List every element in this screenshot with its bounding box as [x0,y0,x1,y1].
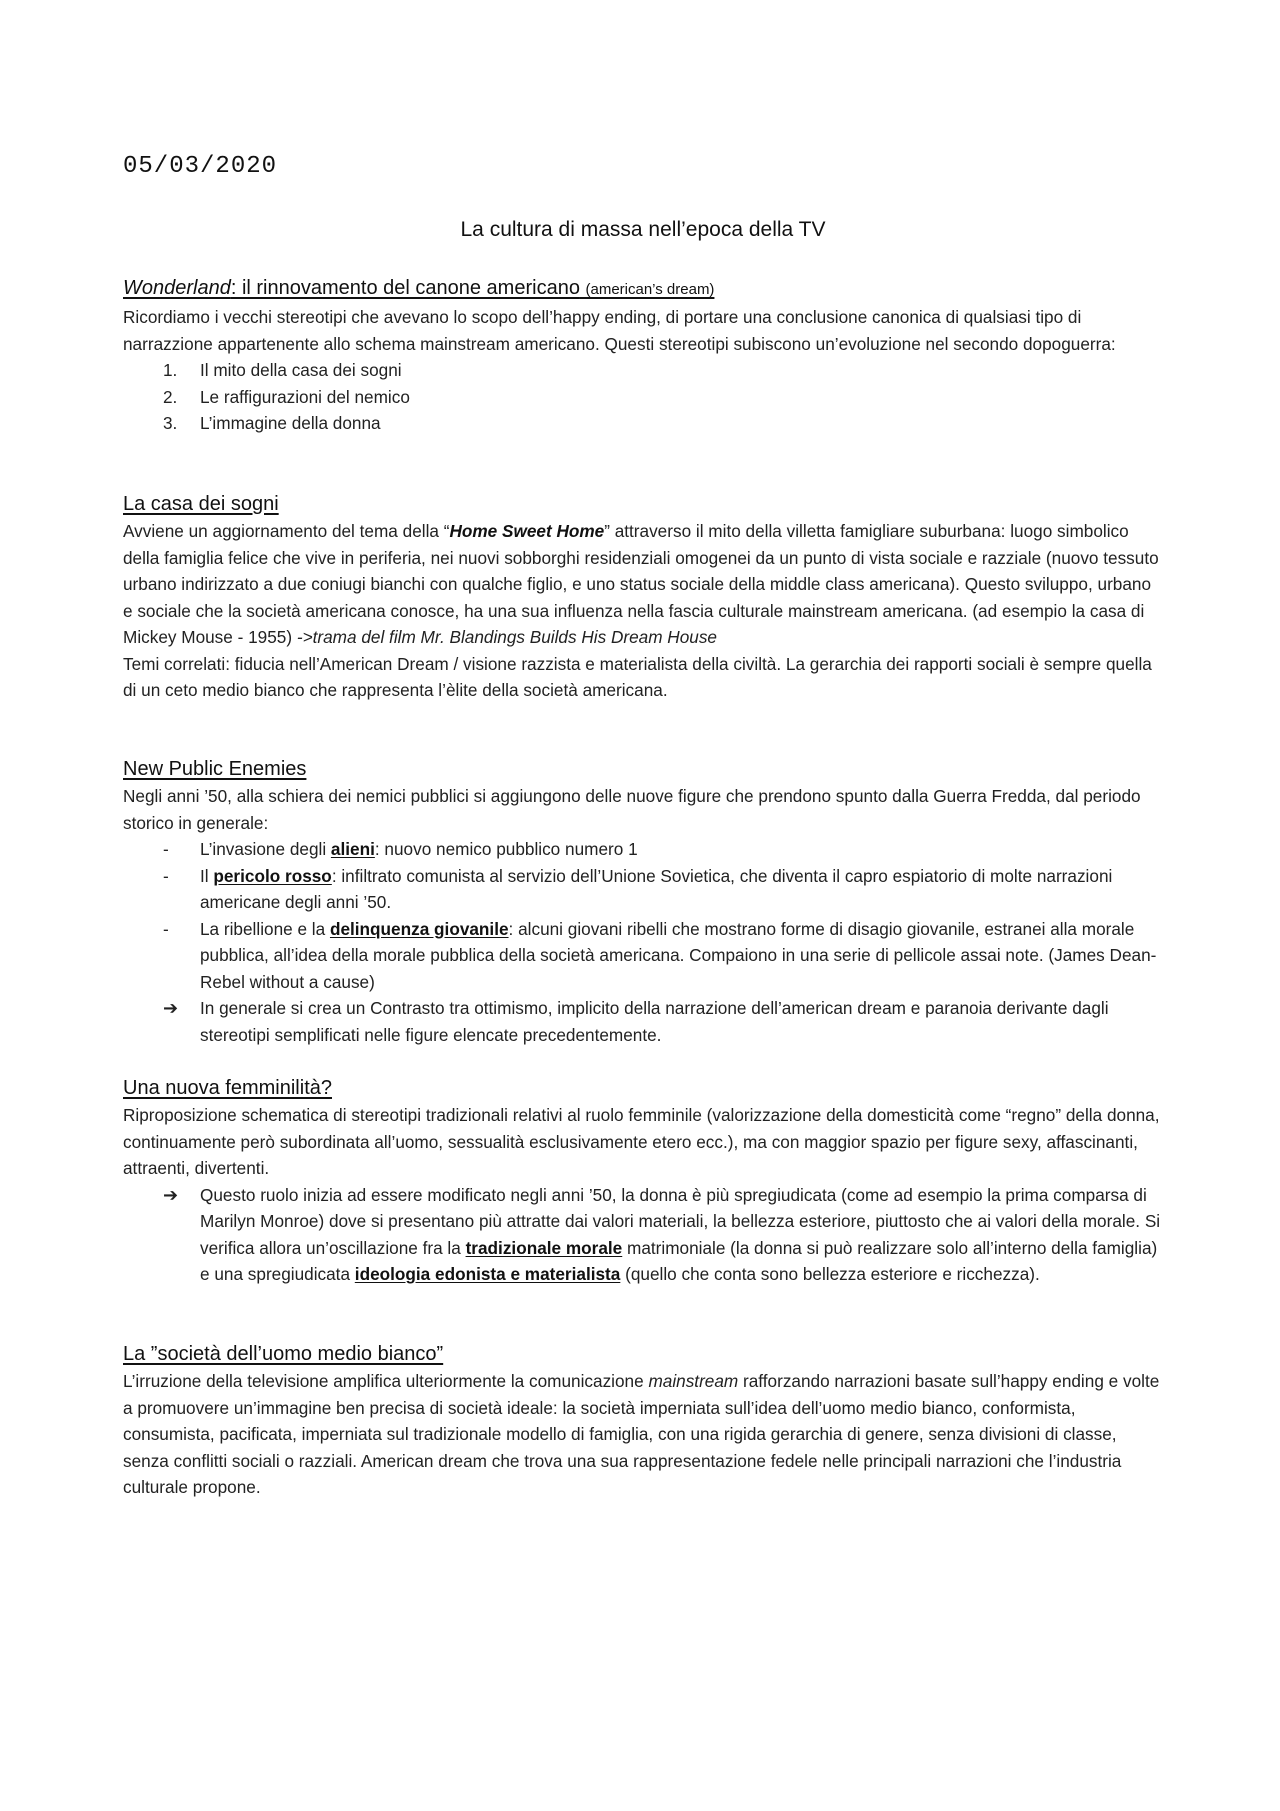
text-run: (quello che conta sono bellezza esteriore e ricchezza). [620,1264,1040,1284]
paragraph: Negli anni ’50, alla schiera dei nemici pubblici si aggiungono delle nuove figure che prendono spunto dalla Guerra Fredda, dal periodo storico in generale: [123,786,1141,833]
arrow-icon: ➔ [163,998,179,1018]
list-number: 1. [163,360,178,380]
highlight-text: delinquenza giovanile [329,918,509,939]
text-run: : infiltrato comunista al servizio dell’Unione Sovietica, che diventa il capro espiatorio di molte narrazioni americane degli anni ’50. [200,865,1113,912]
list-item [123,384,1163,411]
section-heading: La ”società dell’uomo medio bianco” [123,1343,444,1365]
list-item [123,1182,1163,1288]
italic-text: mainstream [648,1371,739,1391]
heading-emphasis: Wonderland [123,277,231,299]
heading-text: : il rinnovamento del canone americano [230,277,580,299]
numbered-list [123,357,1163,437]
text-run: L’invasione degli [200,839,331,859]
highlight-text: tradizionale morale [465,1237,623,1258]
text-run: ” attraverso il mito della villetta famigliare suburbana: luogo simbolico della famiglia felice che vive in periferia, nei nuovi sobborghi residenziali omogenei da un punto di vista sociale e razziale (nuovo tessuto urbano indirizzato a due coniugi bianchi con qualche figlio, e uno status sociale della middle class americana). Questo sviluppo, urbano e sociale che la società americana conosce, ha una sua influenza nella fascia culturale mainstream americana. (ad esempio la casa di Mickey Mouse - 1955) [123,521,1159,647]
section-heading: Una nuova femminilità? [123,1077,332,1099]
paragraph: Temi correlati: fiducia nell’American Dream / visione razzista e materialista della civiltà. La gerarchia dei rapporti sociali è sempre quella di un ceto medio bianco che rappresenta l’èlite della società americana. [123,653,1152,700]
list-item-text: Le raffigurazioni del nemico [200,386,410,407]
section-wonderland [123,274,1163,437]
text-run: rafforzando narrazioni basate sull’happy ending e volte a promuovere un’immagine ben precisa di società ideale: la società imperniata sull’idea dell’uomo medio bianco, conformista, consumista, pacificata, imperniata sul tradizionale modello di famiglia, con una rigida gerarchia di genere, senza divisioni di classe, senza conflitti sociali o razziali. American dream che trova una sua rappresentazione fedele nelle principali narrazioni che l’industria culturale propone. [123,1371,1160,1497]
section-heading: New Public Enemies [123,758,307,780]
section-nuova-femminilita [123,1074,1163,1288]
dash-marker: - [163,865,169,886]
dash-marker: - [163,918,169,939]
list-item [123,836,1163,863]
text-run: Avviene un aggiornamento del tema della “ [123,521,450,541]
text-run: matrimoniale (la donna si può realizzare solo all’interno della famiglia) e una spregiudicata [200,1237,1158,1284]
dash-marker: - [163,839,169,859]
list-item-text: L’immagine della donna [200,413,381,433]
bullet-list [123,1182,1163,1288]
paragraph [123,1368,1163,1501]
list-item-text: In generale si crea un Contrasto tra ottimismo, implicito della narrazione dell’american dream e paranoia derivante dagli stereotipi semplificati nelle figure elencate precedentemente. [200,998,1109,1045]
highlight-text: alieni [330,839,375,859]
text-run: : nuovo nemico pubblico numero 1 [374,839,638,859]
text-run: Il [200,865,214,886]
arrow-icon: ➔ [163,1184,179,1205]
section-new-public-enemies [123,755,1163,1048]
section-casa-dei-sogni [123,490,1163,704]
date: 05/03/2020 [123,153,278,180]
page-title: La cultura di massa nell’epoca della TV [460,218,826,241]
list-item [123,995,1163,1048]
italic-text: ->trama del film Mr. Blandings Builds His Dream House [296,627,717,647]
text-run: L’irruzione della televisione amplifica ulteriormente la comunicazione [123,1371,649,1391]
section-societa-uomo-medio [123,1340,1163,1501]
list-number: 3. [163,413,178,433]
paragraph [123,518,1163,651]
text-run: La ribellione e la [200,918,330,939]
list-number: 2. [163,386,178,407]
list-item [123,916,1163,996]
list-item-text: Il mito della casa dei sogni [200,360,402,380]
highlight-text: ideologia edonista e materialista [354,1264,621,1284]
section-heading: La casa dei sogni [123,493,279,515]
list-item [123,357,1163,384]
bullet-list [123,836,1163,1048]
highlight-text: pericolo rosso [213,865,332,886]
text-run: Questo ruolo inizia ad essere modificato negli anni ’50, la donna è più spregiudicata (come ad esempio la prima comparsa di Marilyn Monroe) dove si presentano più attratte dai valori materiali, la bellezza esteriore, piuttosto che ai valori della morale. Si verifica allora un’oscillazione fra la [200,1184,1161,1258]
paragraph: Riproposizione schematica di stereotipi tradizionali relativi al ruolo femminile (valorizzazione della domesticità come “regno” della donna, continuamente però subordinata all’uomo, sessualità esclusivamente etero ecc.), ma con maggior spazio per figure sexy, affascinanti, attraenti, divertenti. [123,1105,1160,1178]
emphasis-text: Home Sweet Home [449,521,605,541]
section-heading [123,274,1163,304]
list-item [123,410,1163,437]
list-item [123,863,1163,916]
heading-subtitle: (american’s dream) [585,281,715,298]
text-run: : alcuni giovani ribelli che mostrano forme di disagio giovanile, estranei alla morale pubblica, all’idea della morale pubblica della società americana. Compaiono in una serie di pellicole assai note. (James Dean- Rebel without a cause) [200,918,1157,992]
paragraph: Ricordiamo i vecchi stereotipi che avevano lo scopo dell’happy ending, di portare una conclusione canonica di qualsiasi tipo di narrazzione appartenente allo schema mainstream americano. Questi stereotipi subiscono un’evoluzione nel secondo dopoguerra: [123,307,1116,354]
